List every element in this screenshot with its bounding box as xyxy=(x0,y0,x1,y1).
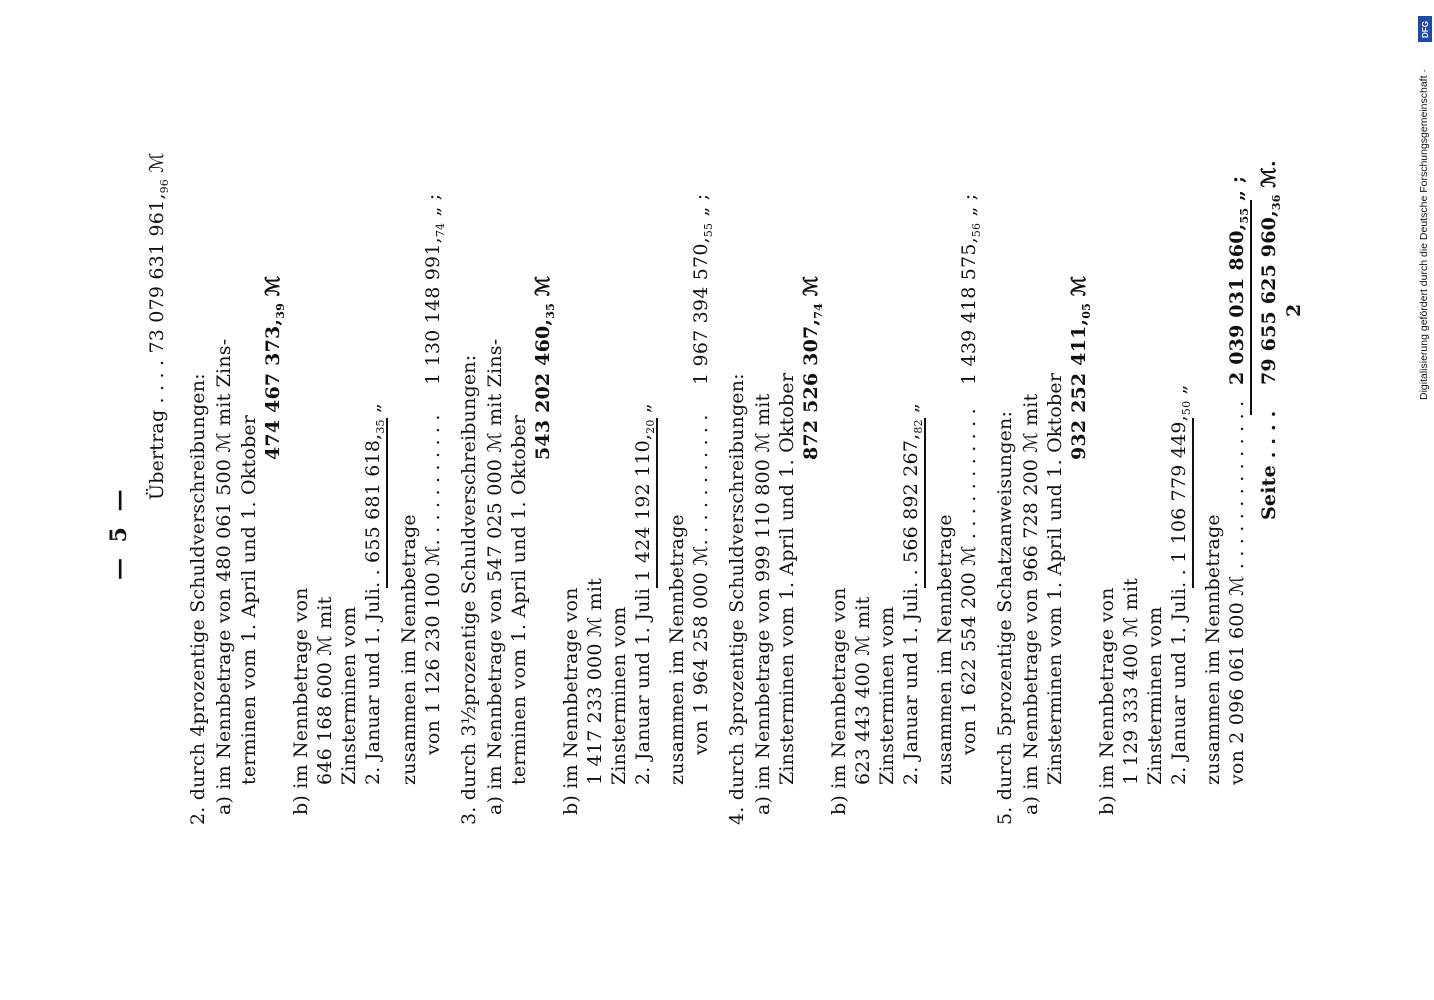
section-2-b-line3: Zinsterminen vom xyxy=(338,606,360,785)
section-4-total-amount: 1 439 418 $575,_{56}$ „ ; xyxy=(958,193,983,385)
section-5-b-line2: 1 129 333 400 ℳ mit xyxy=(1120,578,1142,785)
section-4-total-line1: zusammen im Nennbetrage xyxy=(934,514,956,785)
section-3-total-amount: 1 967 394 $570,_{55}$ „ ; xyxy=(690,193,715,385)
section-2-a-line1: a) im Nennbetrage von 480 061 500 ℳ mit Zins- xyxy=(213,338,235,815)
section-5-a-amount: 932 252 $411,_{05}$ ℳ xyxy=(1068,275,1093,460)
section-5-total-line2: von 2 096 061 600 ℳ . . . . . . . . . . . . . . xyxy=(1226,400,1248,785)
section-5-a-line2: Zinsterminen vom 1. April und 1. Oktober xyxy=(1044,372,1066,785)
signature-mark: 2 xyxy=(1283,303,1305,317)
section-4-b-line4: 2. Januar und 1. Juli. . 566 892 $267,_{82}$ „ xyxy=(900,402,925,785)
section-3-b-line4: 2. Januar und 1. Juli 1 424 192 $110,_{20}$ „ xyxy=(632,403,657,785)
section-2-b-line1: b) im Nennbetrage von xyxy=(290,587,312,815)
section-4-sum-rule xyxy=(924,418,926,588)
section-4-a-amount: 872 526 $307,_{74}$ ℳ xyxy=(800,275,825,460)
section-5-heading: 5. durch 5prozentige Schatzanweisungen: xyxy=(994,410,1016,825)
section-4-b-line3: Zinsterminen vom xyxy=(876,606,898,785)
section-5-b-line4: 2. Januar und 1. Juli. . 1 106 779 $449,_{50}$ „ xyxy=(1168,384,1193,785)
section-5-total-line1: zusammen im Nennbetrage xyxy=(1202,514,1224,785)
section-4-a-line2: Zinsterminen vom 1. April und 1. Oktober xyxy=(776,372,798,785)
section-2-heading: 2. durch 4prozentige Schuldverschreibungen: xyxy=(187,373,209,825)
section-3-b-line2: 1 417 233 000 ℳ mit xyxy=(584,578,606,785)
section-2-b-line4: 2. Januar und 1. Juli. . 655 681 $618,_{35}$ „ xyxy=(362,402,387,785)
section-3-sum-rule xyxy=(656,418,658,588)
section-2-sum-rule xyxy=(386,418,388,588)
section-5-total-amount: 2 039 031 $860,_{55}$ „ ; xyxy=(1226,175,1251,385)
page-sum-amount: 79 655 625 $960,_{36}$ ℳ. xyxy=(1258,160,1283,385)
page-sum-label: Seite . . . . xyxy=(1258,410,1280,520)
section-5-b-line3: Zinsterminen vom xyxy=(1144,606,1166,785)
digitization-credit-text: Digitalisierung gefördert durch die Deutsche Forschungsgemeinschaft · xyxy=(1418,69,1430,400)
section-5-b-line1: b) im Nennbetrage von xyxy=(1096,587,1118,815)
section-3-b-line3: Zinsterminen vom xyxy=(608,606,630,785)
digitization-credit xyxy=(1418,8,1432,400)
dfg-logo-icon: DFG xyxy=(1418,16,1432,42)
section-3-total-line2: von 1 964 258 000 ℳ. . . . . . . . . . . xyxy=(690,414,712,755)
section-2-a-line2: terminen vom 1. April und 1. Oktober xyxy=(238,414,260,785)
section-2-total-amount: 1 130 148 $991,_{74}$ „ ; xyxy=(422,193,447,385)
carry-over-line: Übertrag . . . . 73 079 631 $961,_{96}$ ℳ xyxy=(146,152,171,500)
page-sum-rule xyxy=(1250,200,1252,415)
section-3-a-line1: a) im Nennbetrage von 547 025 000 ℳ mit Zins- xyxy=(484,338,506,815)
section-2-total-line1: zusammen im Nennbetrage xyxy=(398,514,420,785)
page-number: — 5 — xyxy=(106,485,132,580)
section-5-a-line1: a) im Nennbetrage von 966 728 200 ℳ mit xyxy=(1020,393,1042,815)
section-4-a-line1: a) im Nennbetrage von 999 110 800 ℳ mit xyxy=(752,393,774,815)
section-4-total-line2: von 1 622 554 200 ℳ . . . . . . . . . . . xyxy=(958,408,980,755)
section-5-sum-rule xyxy=(1192,418,1194,588)
section-3-total-line1: zusammen im Nennbetrage xyxy=(666,514,688,785)
section-4-b-line2: 623 443 400 ℳ mit xyxy=(852,596,874,785)
section-2-a-amount: 474 467 $373,_{39}$ ℳ xyxy=(262,275,287,460)
section-3-a-amount: 543 202 $460,_{35}$ ℳ xyxy=(532,275,557,460)
section-4-heading: 4. durch 3prozentige Schuldverschreibungen: xyxy=(726,373,748,825)
section-3-b-line1: b) im Nennbetrage von xyxy=(560,587,582,815)
section-3-heading: 3. durch 3½prozentige Schuldverschreibungen: xyxy=(458,354,480,825)
section-4-b-line1: b) im Nennbetrage von xyxy=(828,587,850,815)
section-2-b-line2: 646 168 600 ℳ mit xyxy=(314,596,336,785)
section-2-total-line2: von 1 126 230 100 ℳ. . . . . . . . . . . xyxy=(422,414,444,755)
section-3-a-line2: terminen vom 1. April und 1. Oktober xyxy=(508,414,530,785)
